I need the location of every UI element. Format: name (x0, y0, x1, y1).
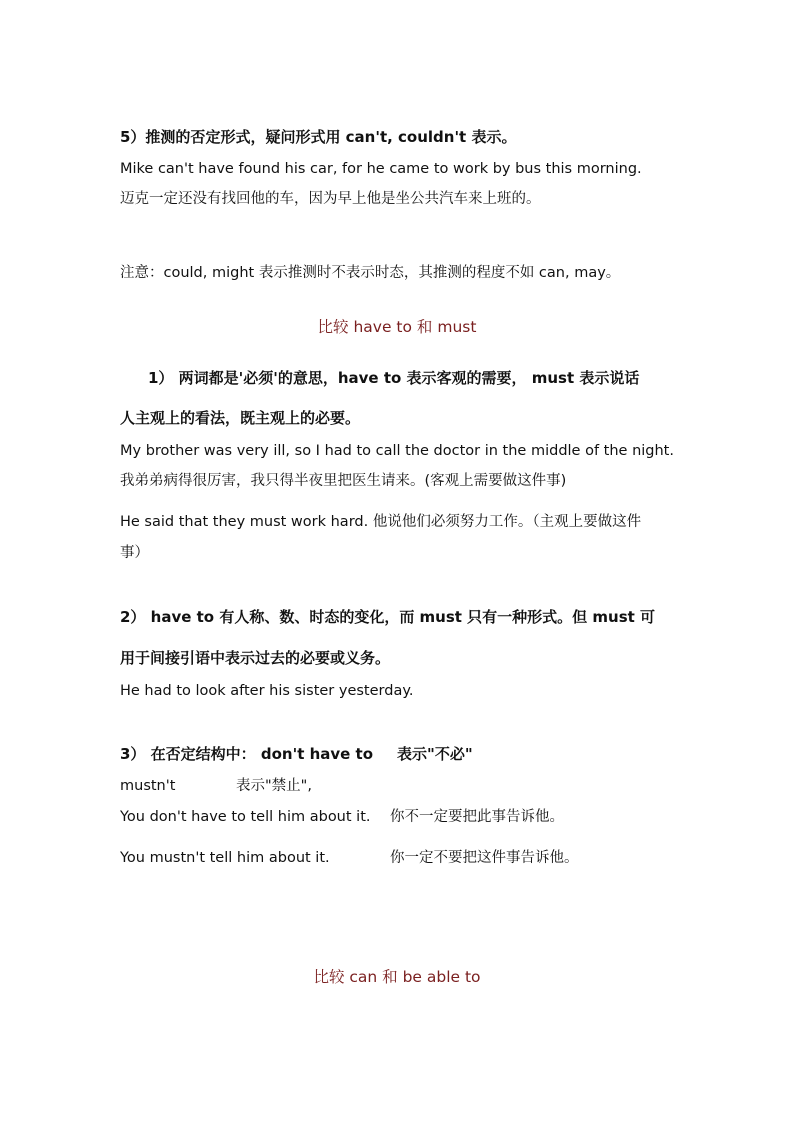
p3-example2-zh: 你一定不要把这件事告诉他。 (390, 850, 579, 866)
compare-must-title: 比较 have to 和 must (317, 318, 477, 336)
p3-heading-a: 3） 在否定结构中： don't have to (120, 745, 374, 763)
p3-example2 (120, 848, 680, 868)
section5-example-zh: 迈克一定还没有找回他的车，因为早上他是坐公共汽车来上班的。 (120, 191, 541, 207)
p1-example-zh: 我弟弟病得很厉害，我只得半夜里把医生请来。(客观上需要做这件事) (120, 473, 567, 489)
compare-able-title: 比较 can 和 be able to (313, 968, 481, 986)
p3-heading-b: 表示"不必" (397, 745, 473, 763)
p3-example1 (120, 807, 680, 827)
p1-example-en: My brother was very ill, so I had to call the doctor in the middle of the night. (120, 443, 674, 459)
p2-line1: 2） have to 有人称、数、时态的变化，而 must 只有一种形式。但 must 可 (120, 608, 656, 626)
p3-sub-b: 表示"禁止", (236, 778, 312, 794)
p3-sub (120, 776, 680, 796)
p3-heading (120, 744, 680, 764)
section5-heading: 5）推测的否定形式，疑问形式用 can't, couldn't 表示。 (120, 128, 517, 146)
section5-example-en: Mike can't have found his car, for he came to work by bus this morning. (120, 161, 642, 177)
p2-example: He had to look after his sister yesterday. (120, 683, 414, 699)
p3-example2-en: You mustn't tell him about it. (120, 850, 330, 866)
p1-example2-line1: He said that they must work hard. 他说他们必须努力工作。（主观上要做这件 (120, 514, 642, 530)
p2-line2: 用于间接引语中表示过去的必要或义务。 (120, 649, 391, 667)
p3-sub-a: mustn't (120, 778, 176, 794)
p3-example1-zh: 你不一定要把此事告诉他。 (390, 809, 564, 825)
p1-example2-line2: 事） (120, 545, 149, 561)
p1-line2: 人主观上的看法，既主观上的必要。 (120, 409, 361, 427)
p3-example1-en: You don't have to tell him about it. (120, 809, 371, 825)
section5-note: 注意：could, might 表示推测时不表示时态，其推测的程度不如 can, may。 (120, 265, 621, 281)
p1-line1: 1） 两词都是'必须'的意思，have to 表示客观的需要， must 表示说话 (148, 369, 640, 387)
